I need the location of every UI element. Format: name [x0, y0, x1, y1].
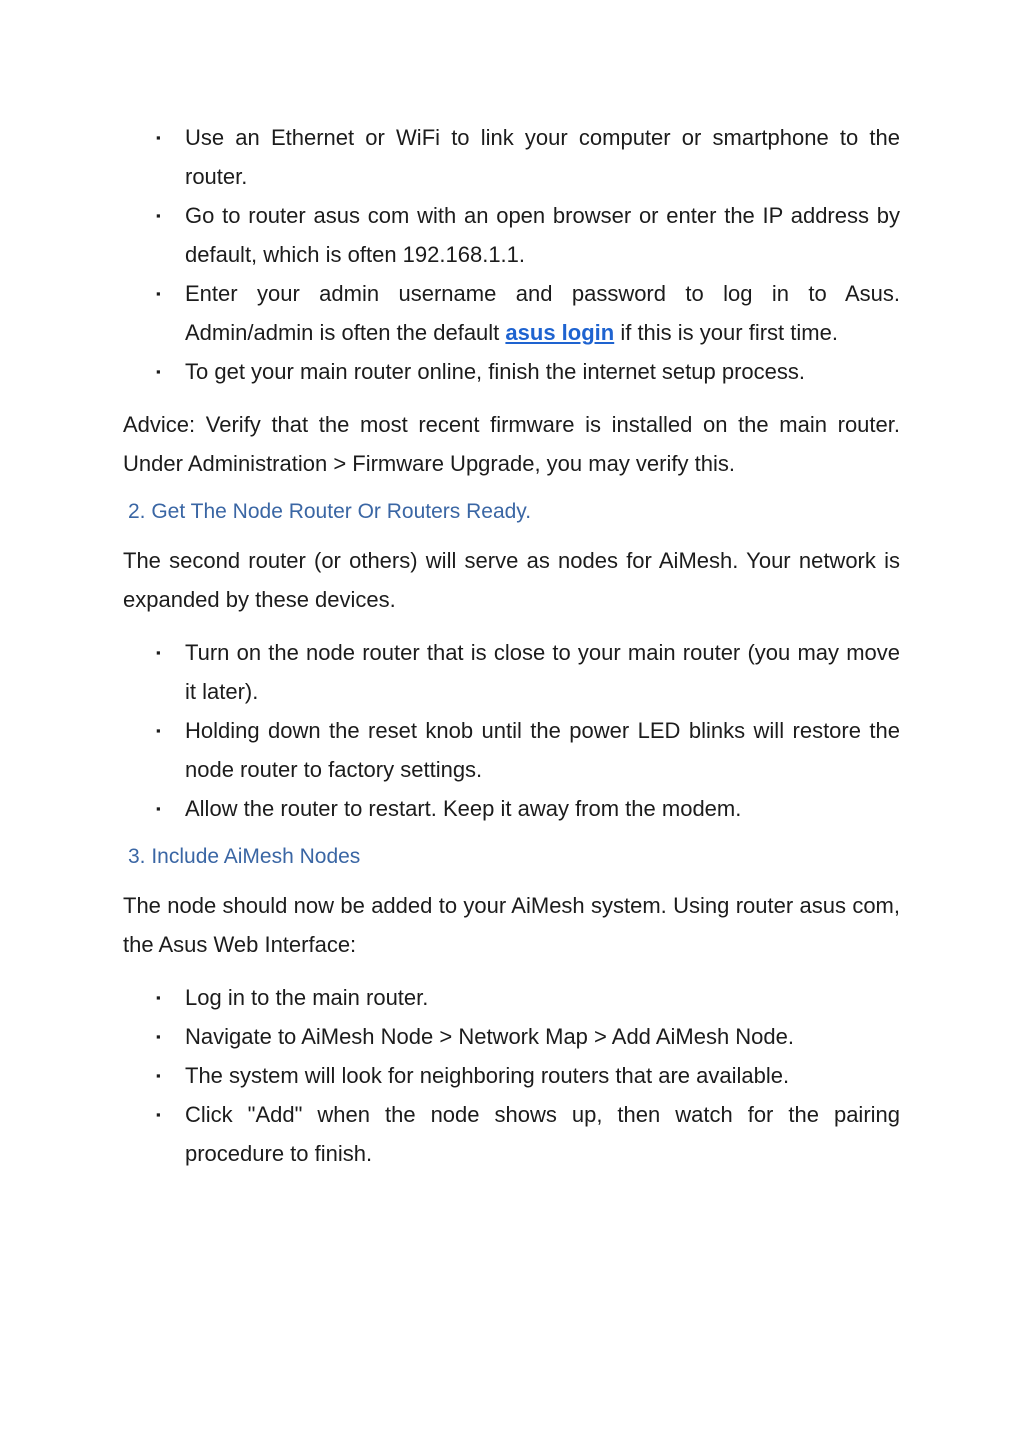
section-heading-2: 2. Get The Node Router Or Routers Ready. [128, 500, 532, 523]
list-item-text: To get your main router online, finish the internet setup process. [185, 359, 806, 384]
list-item [123, 978, 900, 1017]
bullet-icon: ▪ [156, 645, 161, 660]
bullet-icon: ▪ [156, 1068, 161, 1083]
bullet-icon: ▪ [156, 1029, 161, 1044]
advice-paragraph: Advice: Verify that the most recent firmware is installed on the main router. Under Administration > Firmware Upgrade, you may verify this. [123, 412, 900, 476]
setup-bullet-list [123, 118, 900, 391]
list-item-text: The system will look for neighboring routers that are available. [185, 1063, 790, 1088]
bullet-icon: ▪ [156, 1107, 161, 1122]
document-body [123, 118, 900, 1173]
list-item-text: Go to router asus com with an open browser or enter the IP address by default, which is often 192.168.1.1. [185, 203, 900, 267]
list-item [123, 118, 900, 196]
list-item [123, 196, 900, 274]
bullet-icon: ▪ [156, 130, 161, 145]
list-item-text: Turn on the node router that is close to your main router (you may move it later). [185, 640, 900, 704]
list-item-text: Use an Ethernet or WiFi to link your computer or smartphone to the router. [185, 125, 900, 189]
list-item-text: Navigate to AiMesh Node > Network Map > Add AiMesh Node. [185, 1024, 794, 1049]
list-item-text: if this is your first time. [614, 320, 838, 345]
section-3-intro: The node should now be added to your AiMesh system. Using router asus com, the Asus Web Interface: [123, 893, 900, 957]
list-item [123, 789, 900, 828]
list-item [123, 711, 900, 789]
list-item-text: Allow the router to restart. Keep it away from the modem. [185, 796, 742, 821]
section-heading-3: 3. Include AiMesh Nodes [128, 845, 361, 868]
list-item-text: Holding down the reset knob until the power LED blinks will restore the node router to factory settings. [185, 718, 900, 782]
section-3-bullet-list [123, 978, 900, 1173]
list-item-text: Enter your admin username and password to log in to Asus. Admin/admin is often the default [185, 281, 900, 345]
list-item [123, 1056, 900, 1095]
list-item [123, 1017, 900, 1056]
bullet-icon: ▪ [156, 286, 161, 301]
bullet-icon: ▪ [156, 801, 161, 816]
list-item [123, 274, 900, 352]
section-2-intro: The second router (or others) will serve as nodes for AiMesh. Your network is expanded by these devices. [123, 548, 900, 612]
list-item-text: Click "Add" when the node shows up, then watch for the pairing procedure to finish. [185, 1102, 900, 1166]
bullet-icon: ▪ [156, 723, 161, 738]
asus-login-link[interactable]: asus login [505, 320, 615, 345]
bullet-icon: ▪ [156, 208, 161, 223]
list-item [123, 633, 900, 711]
bullet-icon: ▪ [156, 364, 161, 379]
list-item [123, 1095, 900, 1173]
list-item [123, 352, 900, 391]
list-item-text: Log in to the main router. [185, 985, 429, 1010]
bullet-icon: ▪ [156, 990, 161, 1005]
section-2-bullet-list [123, 633, 900, 828]
